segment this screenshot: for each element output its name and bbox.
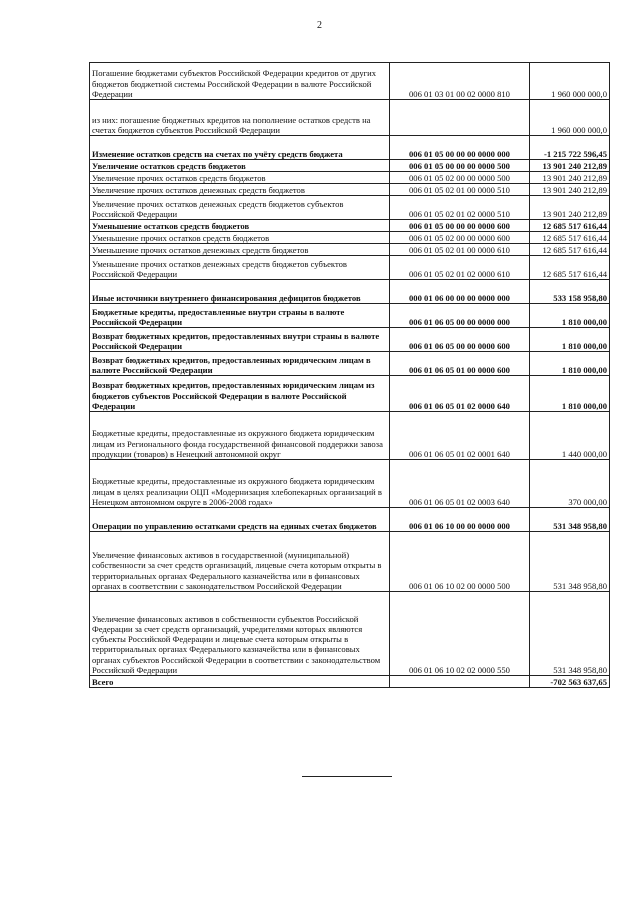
row-code-cell: 006 01 05 02 00 00 0000 600 — [390, 232, 530, 244]
page-number: 2 — [317, 20, 322, 31]
row-code-cell: 006 01 06 05 00 00 0000 600 — [390, 328, 530, 352]
row-amount-cell: 1 960 000 000,0 — [530, 100, 610, 136]
table-row — [90, 676, 610, 688]
row-name-cell: Уменьшение прочих остатков средств бюджетов — [90, 232, 390, 244]
row-code-cell: 006 01 05 02 01 00 0000 610 — [390, 244, 530, 256]
row-name-cell: Уменьшение прочих остатков денежных средств бюджетов субъектов Российской Федерации — [90, 256, 390, 280]
row-name-cell: Бюджетные кредиты, предоставленные из окружного бюджета юридическим лицам из Регионального фонда государственной финансовой поддержки завоза продукции (товаров) в Ненецкий автономной округ — [90, 412, 390, 460]
table-row — [90, 160, 610, 172]
table-row — [90, 304, 610, 328]
row-code-cell: 006 01 06 05 01 00 0000 600 — [390, 352, 530, 376]
row-amount-cell: 13 901 240 212,89 — [530, 160, 610, 172]
row-amount-cell: 531 348 958,80 — [530, 532, 610, 592]
table-row — [90, 184, 610, 196]
table-row — [90, 100, 610, 136]
row-name-cell: Бюджетные кредиты, предоставленные внутри страны в валюте Российской Федерации — [90, 304, 390, 328]
row-code-cell: 006 01 06 05 00 00 0000 000 — [390, 304, 530, 328]
table-row — [90, 220, 610, 232]
row-amount-cell: 531 348 958,80 — [530, 592, 610, 676]
row-name-cell: Увеличение остатков средств бюджетов — [90, 160, 390, 172]
row-amount-cell: -702 563 637,65 — [530, 676, 610, 688]
row-name-cell: Возврат бюджетных кредитов, предоставленных внутри страны в валюте Российской Федерации — [90, 328, 390, 352]
table-row — [90, 352, 610, 376]
row-name-cell: Погашение бюджетами субъектов Российской Федерации кредитов от других бюджетов бюджетной системы Российской Федерации в валюте Российской Федерации — [90, 63, 390, 100]
table-row — [90, 136, 610, 160]
row-amount-cell: 12 685 517 616,44 — [530, 244, 610, 256]
row-code-cell: 006 01 06 10 02 00 0000 500 — [390, 532, 530, 592]
row-name-cell: Иные источники внутреннего финансирования дефицитов бюджетов — [90, 280, 390, 304]
row-code-cell: 006 01 05 02 01 00 0000 510 — [390, 184, 530, 196]
budget-sources-table — [89, 62, 610, 688]
row-amount-cell: 13 901 240 212,89 — [530, 172, 610, 184]
row-amount-cell: 533 158 958,80 — [530, 280, 610, 304]
row-code-cell: 006 01 06 10 02 02 0000 550 — [390, 592, 530, 676]
row-amount-cell: -1 215 722 596,45 — [530, 136, 610, 160]
row-code-cell: 006 01 05 02 00 00 0000 500 — [390, 172, 530, 184]
row-amount-cell: 13 901 240 212,89 — [530, 196, 610, 220]
row-code-cell: 006 01 06 05 01 02 0000 640 — [390, 376, 530, 412]
table-row — [90, 328, 610, 352]
row-name-cell: Бюджетные кредиты, предоставленные из окружного бюджета юридическим лицам в целях реализации ОЦП «Модернизация хлебопекарных организаций в Ненецком автономном округе в 2006-2008 годах» — [90, 460, 390, 508]
row-amount-cell: 1 960 000 000,0 — [530, 63, 610, 100]
row-name-cell: Уменьшение остатков средств бюджетов — [90, 220, 390, 232]
row-code-cell: 006 01 05 00 00 00 0000 600 — [390, 220, 530, 232]
row-code-cell: 000 01 06 00 00 00 0000 000 — [390, 280, 530, 304]
row-name-cell: Всего — [90, 676, 390, 688]
row-name-cell: Увеличение финансовых активов в собственности субъектов Российской Федерации за счет средств организаций, учредителями которых являются субъекты Российской Федерации и лицевые счета которым открыты в территориальных органах Федерального казначейства или в финансовых органах субъектов Российской Федерации в соответствии с законодательством Российской Федерации — [90, 592, 390, 676]
row-name-cell: Возврат бюджетных кредитов, предоставленных юридическим лицам в валюте Российской Федерации — [90, 352, 390, 376]
row-code-cell: 006 01 03 01 00 02 0000 810 — [390, 63, 530, 100]
table-row — [90, 532, 610, 592]
row-amount-cell: 1 810 000,00 — [530, 376, 610, 412]
row-code-cell: 006 01 05 02 01 02 0000 510 — [390, 196, 530, 220]
row-name-cell: Операции по управлению остатками средств на единых счетах бюджетов — [90, 508, 390, 532]
row-amount-cell: 1 810 000,00 — [530, 328, 610, 352]
row-code-cell: 006 01 05 00 00 00 0000 000 — [390, 136, 530, 160]
row-amount-cell: 12 685 517 616,44 — [530, 220, 610, 232]
table-body — [90, 63, 610, 688]
table-row — [90, 460, 610, 508]
row-name-cell: из них: погашение бюджетных кредитов на пополнение остатков средств на счетах бюджетов субъектов Российской Федерации — [90, 100, 390, 136]
row-name-cell: Увеличение финансовых активов в государственной (муниципальной) собственности за счет средств организаций, лицевые счета которым открыты в территориальных органах Федерального казначейства или в финансовых органах в соответствии с законодательством Российской Федерации — [90, 532, 390, 592]
row-amount-cell: 1 810 000,00 — [530, 304, 610, 328]
row-name-cell: Увеличение прочих остатков денежных средств бюджетов субъектов Российской Федерации — [90, 196, 390, 220]
table-row — [90, 412, 610, 460]
row-code-cell: 006 01 05 02 01 02 0000 610 — [390, 256, 530, 280]
table-row — [90, 376, 610, 412]
end-rule — [302, 776, 392, 777]
table-row — [90, 232, 610, 244]
row-code-cell: 006 01 06 05 01 02 0001 640 — [390, 412, 530, 460]
row-amount-cell: 13 901 240 212,89 — [530, 184, 610, 196]
row-amount-cell: 531 348 958,80 — [530, 508, 610, 532]
table-row — [90, 592, 610, 676]
table-row — [90, 280, 610, 304]
row-code-cell: 006 01 05 00 00 00 0000 500 — [390, 160, 530, 172]
row-name-cell: Изменение остатков средств на счетах по учёту средств бюджета — [90, 136, 390, 160]
row-name-cell: Уменьшение прочих остатков денежных средств бюджетов — [90, 244, 390, 256]
row-code-cell: 006 01 06 05 01 02 0003 640 — [390, 460, 530, 508]
row-name-cell: Увеличение прочих остатков денежных средств бюджетов — [90, 184, 390, 196]
row-name-cell: Увеличение прочих остатков средств бюджетов — [90, 172, 390, 184]
table-row — [90, 63, 610, 100]
table-row — [90, 196, 610, 220]
row-amount-cell: 370 000,00 — [530, 460, 610, 508]
row-amount-cell: 12 685 517 616,44 — [530, 232, 610, 244]
row-code-cell: 006 01 06 10 00 00 0000 000 — [390, 508, 530, 532]
table-row — [90, 244, 610, 256]
table-row — [90, 256, 610, 280]
row-code-cell — [390, 676, 530, 688]
row-name-cell: Возврат бюджетных кредитов, предоставленных юридическим лицам из бюджетов субъектов Российской Федерации в валюте Российской Федерации — [90, 376, 390, 412]
table-row — [90, 172, 610, 184]
row-amount-cell: 1 810 000,00 — [530, 352, 610, 376]
row-amount-cell: 1 440 000,00 — [530, 412, 610, 460]
table-row — [90, 508, 610, 532]
row-amount-cell: 12 685 517 616,44 — [530, 256, 610, 280]
row-code-cell — [390, 100, 530, 136]
